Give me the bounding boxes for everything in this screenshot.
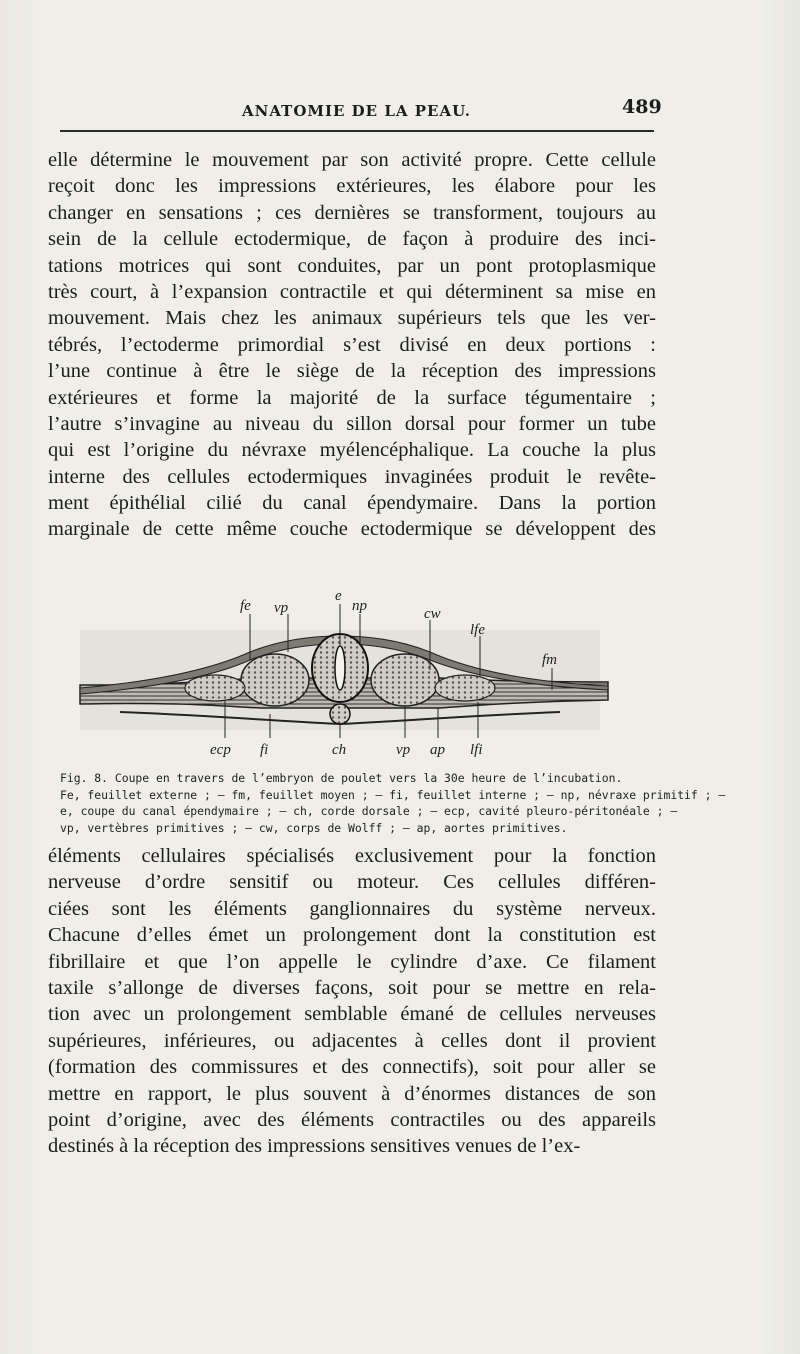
figure-caption bbox=[60, 770, 726, 836]
fig-label-np: np bbox=[352, 598, 367, 614]
caption-line: Fe, feuillet externe ; — fm, feuillet moyen ; — fi, feuillet interne ; — np, névraxe primitif ; — bbox=[60, 787, 726, 802]
text-line: elle détermine le mouvement par son activité propre. Cette cellule bbox=[48, 149, 656, 171]
fig-label-vp-bottom: vp bbox=[396, 742, 411, 758]
text-line: éléments cellulaires spécialisés exclusivement pour la fonction bbox=[48, 845, 656, 867]
text-line: mettre en rapport, le plus souvent à d’énormes distances de son bbox=[48, 1082, 656, 1105]
text-line: mouvement. Mais chez les animaux supérieurs tels que les ver- bbox=[48, 307, 656, 330]
caption-line: vp, vertèbres primitives ; — cw, corps de Wolff ; — ap, aortes primitives. bbox=[60, 820, 568, 835]
text-line: l’autre s’invagine au niveau du sillon dorsal pour former un tube bbox=[48, 412, 656, 435]
text-line: changer en sensations ; ces dernières se transforment, toujours au bbox=[48, 201, 656, 224]
text-line: Chacune d’elles émet un prolongement dont la constitution est bbox=[48, 924, 656, 947]
text-line: l’une continue à être le siège de la réception des impressions bbox=[48, 360, 656, 383]
running-head bbox=[60, 96, 660, 126]
text-line: destinés à la réception des impressions sensitives venues de l’ex- bbox=[48, 1135, 581, 1158]
fig-label-ecp: ecp bbox=[210, 742, 231, 758]
text-line: supérieures, inférieures, ou adjacentes à celles dont il provient bbox=[48, 1029, 656, 1052]
text-line: taxile s’allonge de diverses façons, soit pour se mettre en rela- bbox=[48, 976, 656, 999]
text-line: point d’origine, avec des éléments contractiles ou des appareils bbox=[48, 1108, 656, 1131]
caption-line: Fig. 8. Coupe en travers de l’embryon de poulet vers la 30e heure de l’incubation. bbox=[60, 771, 623, 785]
text-line: extérieures et forme la majorité de la surface tégumentaire ; bbox=[48, 386, 656, 409]
text-line: qui est l’origine du névraxe myélencéphalique. La couche la plus bbox=[48, 439, 656, 462]
text-line: reçoit donc les impressions extérieures, les élabore pour les bbox=[48, 175, 656, 198]
fig-label-cw: cw bbox=[424, 606, 441, 622]
fig-label-lfi: lfi bbox=[470, 742, 483, 758]
paragraph-1 bbox=[48, 147, 656, 543]
figure-embryo-section bbox=[60, 590, 620, 765]
text-line: tébrés, l’ectoderme primordial s’est divisé en deux portions : bbox=[48, 333, 656, 356]
embryo-section-illustration bbox=[60, 590, 620, 765]
header-rule bbox=[60, 130, 654, 132]
caption-line: e, coupe du canal épendymaire ; — ch, corde dorsale ; — ecp, cavité pleuro-péritonéale ; — bbox=[60, 804, 678, 818]
fig-label-ap: ap bbox=[430, 742, 445, 758]
fig-label-fm: fm bbox=[542, 652, 557, 668]
fig-label-ch: ch bbox=[332, 742, 347, 758]
text-line: sein de la cellule ectodermique, de façon à produire des inci- bbox=[48, 228, 656, 251]
text-line: tations motrices qui sont conduites, par un pont protoplasmique bbox=[48, 254, 656, 277]
text-line: nerveuse d’ordre sensitif ou moteur. Ces cellules différen- bbox=[48, 871, 656, 894]
text-line: très court, à l’expansion contractile et qui déterminent sa mise en bbox=[48, 280, 656, 303]
text-line: fibrillaire et que l’on appelle le cylindre d’axe. Ce filament bbox=[48, 950, 656, 973]
fig-label-vp: vp bbox=[274, 600, 289, 616]
running-title: ANATOMIE DE LA PEAU. bbox=[242, 102, 472, 120]
fig-label-fe: fe bbox=[240, 598, 251, 614]
fig-label-fi: fi bbox=[260, 742, 269, 758]
text-line: interne des cellules ectodermiques invaginées produit le revête- bbox=[48, 465, 656, 488]
text-line: ment épithélial cilié du canal épendymaire. Dans la portion bbox=[48, 492, 656, 515]
page-number: 489 bbox=[622, 96, 662, 118]
fig-label-e: e bbox=[335, 590, 342, 604]
fig-label-lfe: lfe bbox=[470, 622, 485, 638]
text-line: ciées sont les éléments ganglionnaires du système nerveux. bbox=[48, 897, 656, 920]
text-line: marginale de cette même couche ectodermique se développent des bbox=[48, 518, 656, 541]
paragraph-2 bbox=[48, 843, 656, 1160]
text-line: tion avec un prolongement semblable émané de cellules nerveuses bbox=[48, 1003, 656, 1026]
text-line: (formation des commissures et des connectifs), soit pour aller se bbox=[48, 1056, 656, 1079]
